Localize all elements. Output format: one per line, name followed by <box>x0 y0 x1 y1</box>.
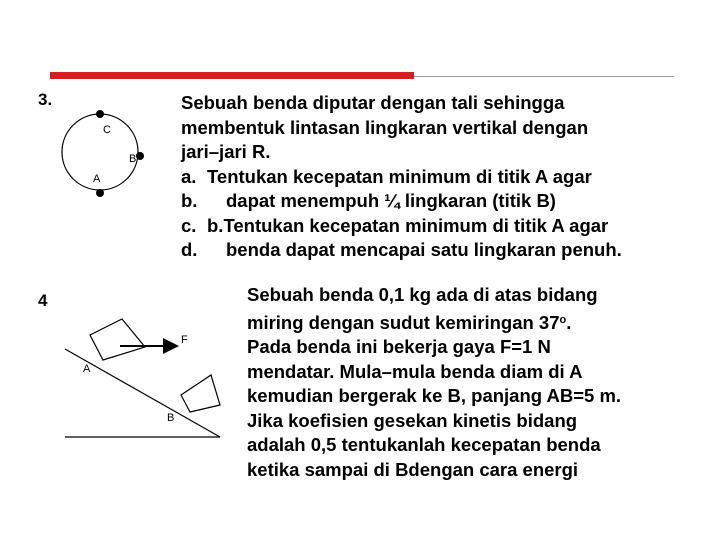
text-line: Pada benda ini bekerja gaya F=1 N <box>247 336 551 357</box>
problem-4-number: 4 <box>38 291 48 310</box>
text-line: miring dengan sudut kemiringan 37$^o$. <box>247 311 572 333</box>
list-item <box>181 165 622 190</box>
item-marker: d. <box>181 239 198 260</box>
item-marker: a. <box>181 165 197 187</box>
text-line: ketika sampai di Bdengan cara energi <box>247 458 579 480</box>
block-at-b <box>181 375 220 412</box>
list-item <box>181 214 622 239</box>
point-a-dot <box>96 189 104 197</box>
degree-sign: o <box>559 313 567 326</box>
item-text: benda dapat mencapai satu lingkaran penuh. <box>226 239 622 260</box>
text-line: kemudian bergerak ke B, panjang AB=5 m. <box>247 385 622 406</box>
problem-4-text <box>247 283 621 482</box>
item-marker: b. <box>181 190 198 211</box>
label-b-incline: B <box>167 412 175 424</box>
label-a: A <box>93 173 101 185</box>
item-text: dapat menempuh ¼ lingkaran (titik B) <box>226 190 556 211</box>
label-a-incline: A <box>83 363 91 375</box>
text-line: Sebuah benda 0,1 kg ada di atas bidang <box>247 284 598 305</box>
incline-diagram <box>55 310 230 445</box>
list-item <box>181 238 622 263</box>
block-at-a <box>90 319 145 360</box>
title-accent-bar <box>50 72 414 79</box>
circle-diagram <box>50 105 160 205</box>
intro-line: jari–jari R. <box>181 141 271 162</box>
text-line-main: miring dengan sudut kemiringan 37 <box>247 311 560 333</box>
item-marker: c. <box>181 214 197 236</box>
point-b-dot <box>136 152 144 160</box>
problem-3-text <box>181 91 622 263</box>
item-text: Tentukan kecepatan minimum di titik A agar <box>207 165 592 187</box>
label-b: B <box>129 153 137 165</box>
point-c-dot <box>96 110 104 118</box>
text-line: mendatar. Mula–mula benda diam di A <box>247 360 583 382</box>
problem-3-number: 3. <box>38 90 53 109</box>
text-line: adalah 0,5 tentukanlah kecepatan benda <box>247 434 601 455</box>
intro-line: Sebuah benda diputar dengan tali sehingga <box>181 92 565 113</box>
intro-line: membentuk lintasan lingkaran vertikal dengan <box>181 116 589 138</box>
label-f: F <box>181 334 188 346</box>
text-line: Jika koefisien gesekan kinetis bidang <box>247 409 578 431</box>
list-item <box>181 189 622 214</box>
item-text: b.Tentukan kecepatan minimum di titik A agar <box>207 214 609 236</box>
title-rule <box>414 76 674 77</box>
label-c: C <box>103 124 111 136</box>
